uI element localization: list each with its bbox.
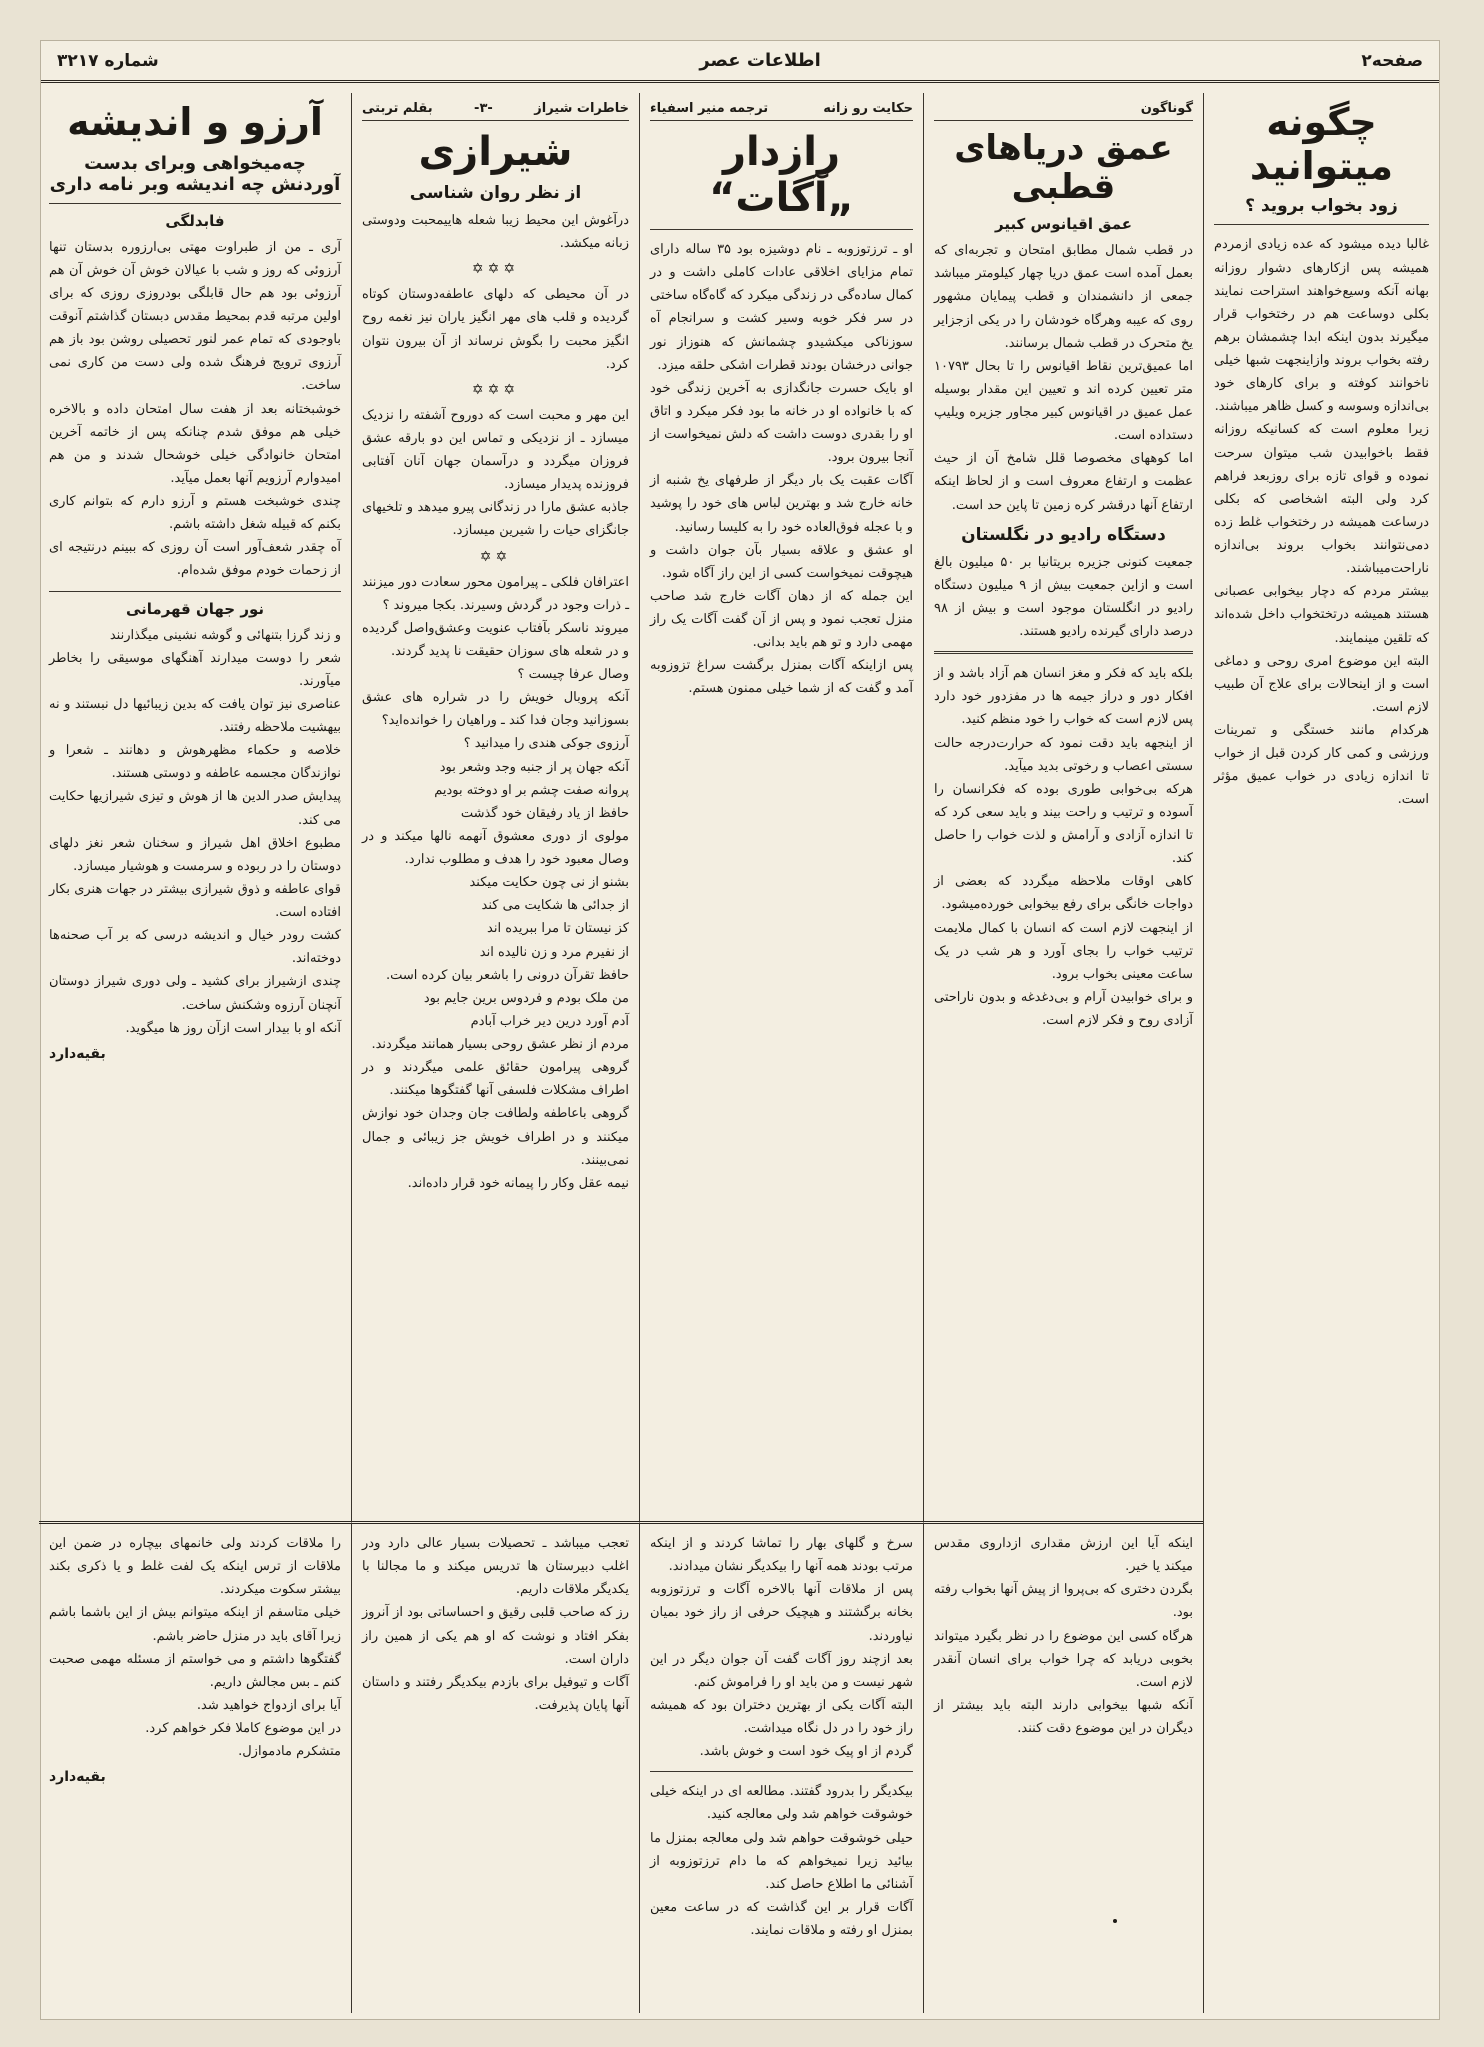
article-body: و زند گرزا بتنهائی و گوشه نشینی میگذارنند شعر را دوست میدارند آهنگهای موسیقی را بخاطر میآورند. عناصری نیز توان یافت که بدین زیبائیها دل نبستند و نه بیهشیت ملاحظه رفتند. خلاصه و حکماء مظهرهوش و دهانند ـ شعرا و نوازندگان مجسمه عاطفه و دوستی هستند. پیدایش صدر الدین ها از هوش و تیزی شیرازیها حکایت می کند. مطبوع اخلاق اهل شیراز و سخنان شعر نغز دلهای دوستان را در ربوده و سرمست و هوشیار میسازد. قوای عاطفه و ذوق شیرازی بیشتر در جهات هنری بکار افتاده است. کشت رودر خیال و اندیشه درسی که بر آب صحنه‌ها دوخته‌اند. چندی ازشیراز برای کشید ـ ولی دوری شیراز دوستان آنچنان آرزوه وشکنش ساخت. آنکه او با بیدار است ازآن روز ها میگوید. xyxy=(49,627,341,1036)
article-column-shirazi xyxy=(351,93,639,1521)
divider xyxy=(934,651,1193,654)
article-body: در آن محیطی که دلهای عاطفه‌دوستان کوتاه گردیده و قلب های مهر انگیز یاران نیز نغمه روح انگیز محبت را بگوش نرساند از آن بیرون نتوان کرد. xyxy=(357,287,629,372)
article-column-agate xyxy=(639,93,923,1521)
article-subtitle: زود بخواب بروید ؟ xyxy=(1245,196,1398,217)
masthead xyxy=(41,41,1439,83)
article-body: درآغوش این محیط زیبا شعله هاییمحبت ودوستی زبانه میکشد. xyxy=(357,213,629,252)
article-title: چگونه میتوانید xyxy=(1249,100,1394,188)
article-body: اعترافان فلکی ـ پیرامون محور سعادت دور میزنند ـ ذرات وجود در گردش وسیرند. بکجا میروند ؟ میروند ناسکر بآفتاب عنویت وعشق‌واصل گردیده و در شعله های سوزان حقیقت نا پدید گردند. وصال عرفا چیست ؟ آنکه پروبال خویش را در شراره های عشق بسوزانید وجان فدا کند ـ وراهیان را خوانده‌اید؟ آرزوی جوکی هندی را میدانید ؟ آنکه جهان پر از جنبه وجد وشعر بود پروانه صفت چشم بر او دوخته بودیم حافظ از یاد رفیقان خود گذشت مولوی از دوری معشوق آنهمه نالها میکند و در وصال معبود خود را هدف و مطلوب ندارد. بشنو از نی چون حکایت میکند از جدائی ها شکایت می کند کز نیستان تا مرا ببریده اند از نفیرم مرد و زن نالیده اند حافظ تقرآن درونی را باشعر بیان کرده است. من ملک بودم و فردوس برین جایم بود آدم آورد درین دیر خراب آبادم مردم از نظر عشق روحی بسیار همانند میگردند. گروهی پیرامون حقائق علمی میگردند و در اطراف مشکلات فلسفی آنها گفتگوها میکنند. گروهی باعاطفه ولطافت جان وجدان خود نوازش میکنند و در اطراف خویش جز زیبائی و جمال نمی‌بینند. نیمه عقل وکار را پیمانه خود قرار داده‌اند. xyxy=(362,574,629,1191)
kicker-label: حکایت رو زانه xyxy=(823,101,913,116)
newspaper-page xyxy=(40,40,1440,2020)
article-body: غالبا دیده میشود که عده زیادی ازمردم همیشه پس ازکارهای دشوار روزانه بهانه آنکه وسیع‌خواهند استراحت نمایند بکلی دوساعت هم در رختخواب قرار میگیرند بدون اینکه ابدا چشمشان برهم رفته بخواب بروند وازاینجهت شبها خیلی ناخوانند کوفته و برای کارهای خود بی‌اندازه وسوسه و کسل ظاهر میباشند. زیرا معلوم است که کسانیکه روزانه فقط باخوابیدن شب میتوان سرحت نموده و قوای تازه برای روزبعد فراهم کرد ولی البته اشخاصی که بکلی درساعت همیشه در رختخواب غلط زده دمی‌نتوانند بخواب بروند بی‌اندازه ناراحت‌میباشند. بیشتر مردم که دچار بیخوابی عصبانی هستند همیشه درتختخواب داخل شده‌اند که تلقین مینمایند. البته این موضوع امری روحی و دماغی است و از اینحالات برای علاج آن طبیب لازم است. هرکدام مانند خستگی و تمرینات ورزشی و کمی کار کردن قبل از خواب تا اندازه زیادی در خواب عمیق مؤثر است. xyxy=(1214,237,1429,808)
page-number: صفحه۲ xyxy=(1361,50,1423,71)
paper-name: اطلاعات عصر xyxy=(699,50,821,71)
continued-note: بقیه‌دارد xyxy=(49,1045,106,1062)
article-body: آری ـ من از طبراوت مهتی بی‌ارزوره بدستان تنها آرزوئی که روز و شب با عیالان خوش آن خوش آن هم آرزوئی بود هم حال قابلگی بودروزی روزی که برای اولین مرتبه قدم بمحیط مقدس دبستان گذاشتم آنوقت باوجودی که تمام عمر لنور تحصیلی روشن بود باز هم آرزوی ترویج فرهنگ شده ولی دست من کاری نمی ساخت. خوشبختانه بعد از هفت سال امتحان داده و بالاخره خیلی هم موفق شدم چنانکه پس از خاتمه آخرین امتحان خانوادگی خیلی خوشحال شدند و من هم امیدوارم آرزویم آنها بعمل میآید. چندی خوشبخت هستم و آرزو دارم که بتوانم کاری بکنم که قبیله شغل داشته باشم. آه چقدر شعف‌آور است آن روزی که ببینم درنتیجه ای از زحمات خودم موفق شده‌ام. xyxy=(49,239,342,579)
article-body: او ـ ترزتوزوبه ـ نام دوشیزه بود ۳۵ ساله دارای تمام مزایای اخلاقی عادات کاملی داشت و در کمال ساده‌گی در زندگی میکرد که گاه‌گاه ساختی در سر فکر خوبه وسیر کشت و سرانجام آه سوزناکی میکشیدو چشمانش که هنوزاز نور جوانی درخشان بودند قطرات اشکی حلقه میزد. او بایک حسرت جانگدازی به آخرین زندگی خود که با خانواده او در خانه ما بود فکر میکرد و اتاق او را بقدری دوست داشت که دلش نمیخواست از آنجا بیرون برود. آگات عقبت یک بار دیگر از طرفهای یخ شنبه از خانه خارج شد و بهترین لباس های خود را پوشید و با عجله فوق‌العاده خود را به کلیسا رسانید. او عشق و علاقه بسیار بآن جوان داشت و هیچوقت نمیخواست کسی از این راز آگاه شود. این جمله که از دهان آگات خارج شد صاحب منزل تعجب نمود و پس از آن گفت آگات یک راز مهمی دارد و تو هم باید بدانی. پس ازاینکه آگات بمنزل برگشت سراغ تزوزوبه آمد و گفت که از شما خیلی ممنون هستم. xyxy=(650,242,913,697)
kicker-translator: ترجمه منیر اسفیاء xyxy=(650,101,769,116)
section-heading: نور جهان قهرمانی xyxy=(125,599,265,618)
article-title: عمق دریاهای قطبی xyxy=(954,128,1173,208)
divider xyxy=(49,591,341,592)
divider xyxy=(49,203,341,204)
article-body: بلکه باید که فکر و مغز انسان هم آزاد باشد و از افکار دور و دراز جیمه ها در مفزدور خود دارد پس لازم است که خواب را خود منظم کنید. از اینجهه باید دقت نمود که حرارت‌درجه حالت سستی اعصاب و رخوتی بدید میآید. هرکه بی‌خوابی طوری بوده که فکرانسان را آسوده و ترتیب و راحت بیند و باید سعی کرد که تا اندازه آزادی و آرامش و لذت خواب را حاصل کند. کاهی اوقات ملاحظه میگردد که بعضی از دواجات خانگی برای رفع بیخوابی خورده‌میشود. از اینجهت لازم است که انسان با کمال ملایمت ترتیب خواب را بجای آورد و هر شب در یک ساعت معینی بخواب برود. و برای خوابیدن آرام و بی‌دغدغه و بدون ناراحتی آزادی روح و فکر لازم است. xyxy=(934,666,1194,1029)
article-body: جمعیت کنونی جزیره بریتانیا بر ۵۰ میلیون بالغ است و ازاین جمعیت بیش از ۹ میلیون دستگاه رادیو در انگلستان موجود است و بیش از ۹۸ درصد دارای گیرنده رادیو هستند. xyxy=(929,554,1193,640)
section-heading: فابدلگی xyxy=(165,211,225,230)
kicker-author: بقلم تربتی xyxy=(362,101,433,116)
column-kicker xyxy=(650,101,913,121)
column-kicker xyxy=(934,101,1193,121)
article-body: تعجب میباشد ـ تحصیلات بسیار عالی دارد ودر اغلب دبیرستان ها تدریس میکند و ما مجالنا با یکدیگر ملاقات داریم. رز که صاحب قلبی رقیق و احساساتی بود از آنروز بفکر افتاد و نوشت که او هم یکی از همین راز داران است. آگات و تیوفیل برای بازدم بیکدیگر رفتند و داستان آنها پایان پذیرفت. xyxy=(361,1536,629,1713)
bottom-column-agate-cont-2 xyxy=(351,1521,639,2013)
kicker-label: گوناگون xyxy=(1140,101,1193,116)
kicker-label: خاطرات شیراز xyxy=(534,101,629,116)
article-body: اینکه آیا این ارزش مقداری ازداروی مقدس میکند یا خیر. بگردن دختری که بی‌پروا از پیش آنها بخواب رفته بود. هرگاه کسی این موضوع را در نظر بگیرد میتواند بخوبی دریابد که چرا خواب برای انسان آنقدر لازم است. آنکه شبها بیخوابی دارند البته باید بیشتر از دیگران در این موضوع دقت کنند. xyxy=(934,1536,1193,1736)
divider xyxy=(1214,224,1429,225)
article-column-polar-seas xyxy=(923,93,1203,1521)
article-title: آرزو و اندیشه xyxy=(67,100,323,144)
article-column-sleep xyxy=(1203,93,1439,2013)
article-title: رازدار „آگات“ xyxy=(709,129,854,221)
star-ornament: ✡✡ xyxy=(479,548,512,565)
issue-number: شماره ۳۲۱۷ xyxy=(57,50,159,71)
bottom-column-agate-cont xyxy=(639,1521,923,2013)
star-ornament: ✡✡✡ xyxy=(471,261,520,278)
bottom-column-sleep-cont xyxy=(923,1521,1203,2013)
divider xyxy=(650,1771,913,1772)
article-body: در قطب شمال مطابق امتحان و تجربه‌ای که بعمل آمده است عمق دریا چهار کیلومتر میباشد جمعی از دانشمندان و قطب پیمایان مشهور روی که عیبه وهرگاه خودشان را در یکی ازجزایر یخ متحرک در قطب شمال برسانند. اما عمیق‌ترین نقاط اقیانوس را تا بحال ۱۰۷۹۳ متر تعیین کرده اند و تعیین این مقدار بوسیله عمل عمیق در اقیانوس کبیر مجاور جزیره ویلیپ دستداده است. اما کوههای مخصوصا قلل شامخ آن از حیث عظمت و ارتفاع معروف است و از لحاظ اینکه ارتفاع آنها درقشر کره زمین تا پاین حد است. xyxy=(934,243,1193,513)
article-title: شیرازی xyxy=(418,129,573,175)
print-dot xyxy=(1113,1919,1117,1923)
column-kicker xyxy=(362,101,629,121)
article-body: بیکدیگر را بدرود گفتند. مطالعه ای در اینکه خیلی خوشوقت خواهم شد ولی معالجه کنید. حیلی خوشوقت حواهم شد ولی معالجه بمنزل ما بیائید زیرا نمیخواهم که ما دام ترزتوزوبه از آشنائی ما اطلاع حاصل کند. آگات قرار بر این گذاشت که در ساعت معین بمنزل او رفته و ملاقات نمایند. xyxy=(650,1784,913,1938)
article-body: را ملاقات کردند ولی خانمهای بیچاره در ضمن این ملاقات از ترس اینکه یک لفت غلط و یا ذکری بکند بیشتر سکوت میکردند. خیلی متاسفم از اینکه میتوانم بیش از این باشما باشم زیرا آقای باید در منزل حاضر باشم. گفتگوها داشتم و می خواستم از مسئله مهمی صحبت کنم ـ بس مجالش داریم. آیا برای ازدواج خواهید شد. در این موضوع کاملا فکر خواهم کرد. متشکرم مادموازل. xyxy=(49,1536,341,1760)
article-body: این مهر و محبت است که دوروح آشفته را نزدیک میسازد ـ از نزدیکی و تماس این دو بارقه عشق فروزان میگردد و درآسمان جهان آنان آفتابی فروزنده پدیدار میسازد. جاذبه عشق مارا در زندگانی پیرو میدهد و تلخیهای جانگزای حیات را شیرین میسازد. xyxy=(362,407,629,539)
article-subtitle: چه‌میخواهی وبرای بدست آوردنش چه اندیشه وبر نامه داری xyxy=(49,152,341,195)
star-ornament: ✡✡✡ xyxy=(471,381,520,398)
continued-note: بقیه‌دارد xyxy=(49,1769,106,1786)
section-heading: دستگاه رادیو در نگلستان xyxy=(961,524,1166,545)
article-subtitle: از نظر روان شناسی xyxy=(409,183,582,203)
bottom-column-agate-cont-3 xyxy=(39,1521,351,2013)
kicker-part: -۳- xyxy=(474,101,493,116)
article-body: سرخ و گلهای بهار را تماشا کردند و از اینکه مرتب بودند همه آنها را بیکدیگر نشان میدادند. پس از ملاقات آنها بالاخره آگات و ترزتوزوبه بخانه برگشتند و هیچیک حرفی از راز خود بمیان نیاوردند. بعد ازچند روز آگات گفت آن جوان دیگر در این شهر نیست و من باید او را فراموش کنم. البته آگات یکی از بهترین دختران بود که همیشه راز خود را در دل نگاه میداشت. گردم از او پیک خود است و خوش باشد. xyxy=(650,1536,913,1760)
divider xyxy=(650,229,913,230)
article-column-wishes xyxy=(39,93,351,1521)
section-heading: عمق اقیانوس کبیر xyxy=(994,215,1133,234)
